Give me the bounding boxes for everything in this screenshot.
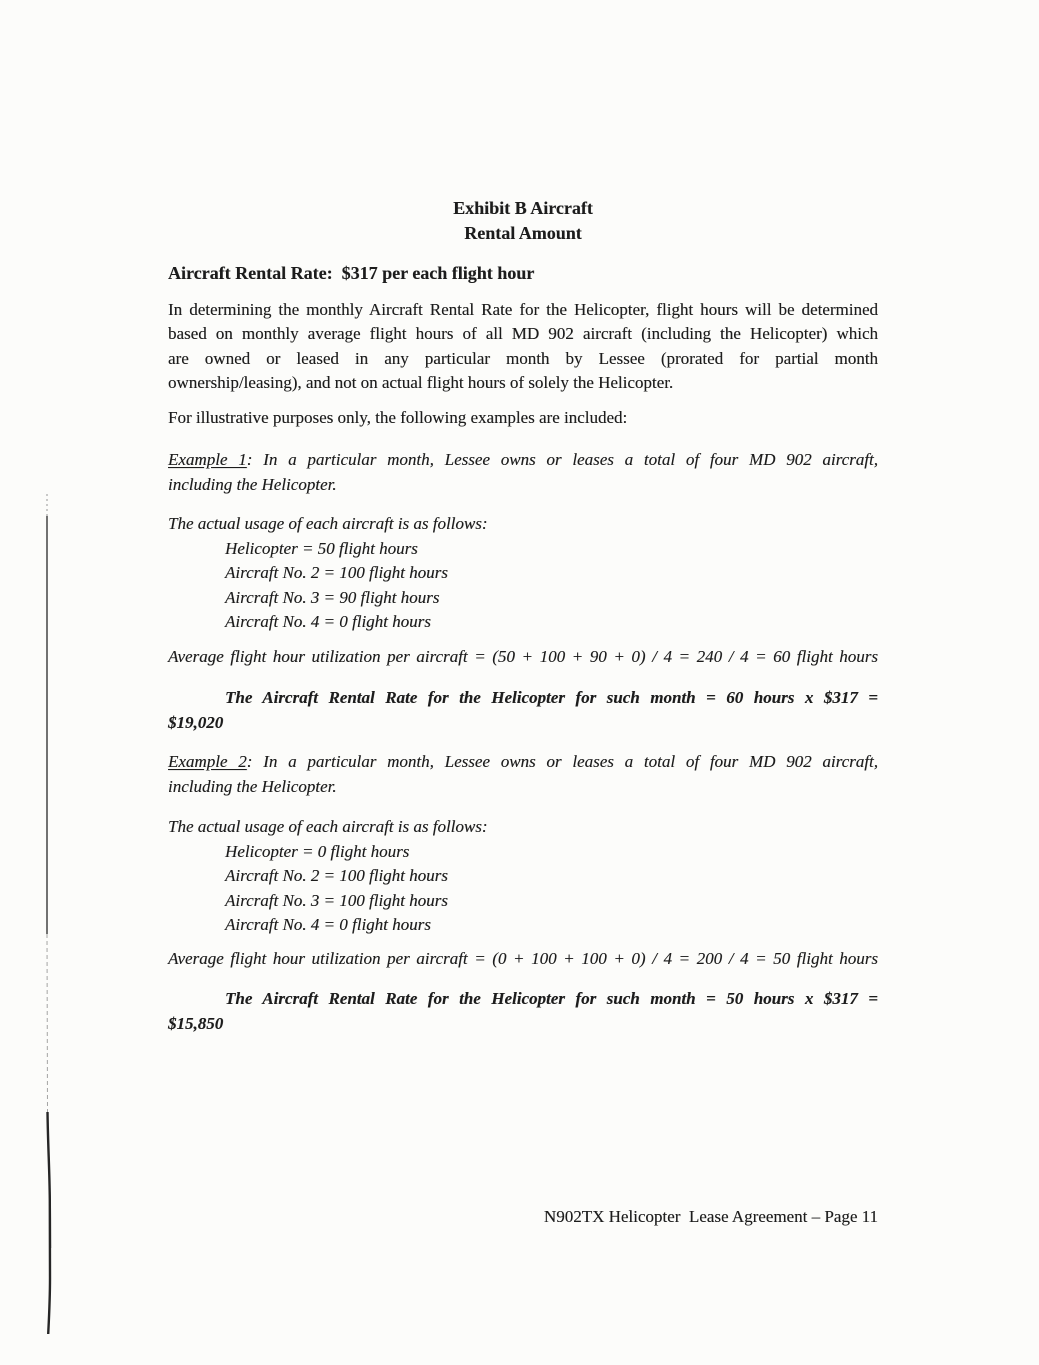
example-2-usage-list: [168, 840, 878, 938]
example-1-paragraph: [168, 448, 878, 497]
example-1-average-line: Average flight hour utilization per aircraft = (50 + 100 + 90 + 0) / 4 = 240 / 4 = 60 flight hours: [168, 646, 878, 666]
usage-line: Aircraft No. 3 = 100 flight hours: [225, 890, 448, 910]
page-footer: N902TX Helicopter Lease Agreement – Page 11: [543, 1207, 878, 1226]
usage-line: Aircraft No. 2 = 100 flight hours: [225, 866, 448, 885]
example-1-usage-list: [168, 537, 878, 635]
intro-line: ownership/leasing), and not on actual flight hours of solely the Helicopter.: [168, 373, 674, 392]
example-2-rate-main: The Aircraft Rental Rate for the Helicopter for such month = 50 hours x $317 =: [225, 989, 878, 1008]
example-1-intro-text: : In a particular month, Lessee owns or leases a total of four MD 902 aircraft,: [246, 450, 878, 469]
usage-line: Aircraft No. 3 = 90 flight hours: [225, 587, 440, 607]
example-2-rate-amount: $15,850: [168, 1013, 224, 1033]
example-1-rate-main: The Aircraft Rental Rate for the Helicopter for such month = 60 hours x $317 =: [225, 688, 878, 707]
example-2-intro-continuation: including the Helicopter.: [168, 776, 337, 796]
example-2-intro-text: : In a particular month, Lessee owns or leases a total of four MD 902 aircraft,: [246, 752, 878, 771]
title-line-1: Exhibit B Aircraft: [453, 198, 593, 218]
example-1-label: Example 1: [168, 450, 247, 469]
document-title: [168, 196, 878, 245]
example-2-intro-line: [168, 750, 878, 775]
usage-line: Aircraft No. 4 = 0 flight hours: [225, 915, 431, 934]
scan-artifact-line: [40, 488, 56, 1348]
example-2-usage-intro: The actual usage of each aircraft is as follows:: [168, 817, 488, 836]
example-1-usage-intro: The actual usage of each aircraft is as follows:: [168, 514, 488, 533]
example-1-rate-amount: $19,020: [168, 712, 224, 732]
example-1-intro-continuation: including the Helicopter.: [168, 474, 337, 494]
document-body: [168, 196, 878, 1036]
intro-line: based on monthly average flight hours of all MD 902 aircraft (including the Helicopter) which: [168, 324, 878, 343]
example-2-average-line: Average flight hour utilization per aircraft = (0 + 100 + 100 + 0) / 4 = 200 / 4 = 50 flight hours: [168, 948, 878, 968]
example-1-rate-statement: [168, 686, 878, 735]
intro-line: are owned or leased in any particular month by Lessee (prorated for partial month: [168, 348, 878, 368]
usage-line: Helicopter = 0 flight hours: [225, 841, 410, 861]
example-1-intro-line: [168, 448, 878, 473]
intro-line: In determining the monthly Aircraft Rental Rate for the Helicopter, flight hours will be determined: [168, 299, 878, 319]
usage-line: Aircraft No. 4 = 0 flight hours: [225, 612, 431, 631]
title-line-2: Rental Amount: [464, 222, 582, 243]
intro-paragraph: [168, 298, 878, 396]
usage-line: Aircraft No. 2 = 100 flight hours: [225, 563, 448, 582]
example-2-label: Example 2: [168, 752, 247, 771]
illustrative-line: For illustrative purposes only, the following examples are included:: [168, 407, 628, 427]
usage-line: Helicopter = 50 flight hours: [225, 538, 418, 558]
rate-heading: Aircraft Rental Rate: $317 per each flight hour: [168, 263, 535, 283]
example-2-paragraph: [168, 750, 878, 799]
example-2-rate-statement: [168, 987, 878, 1036]
